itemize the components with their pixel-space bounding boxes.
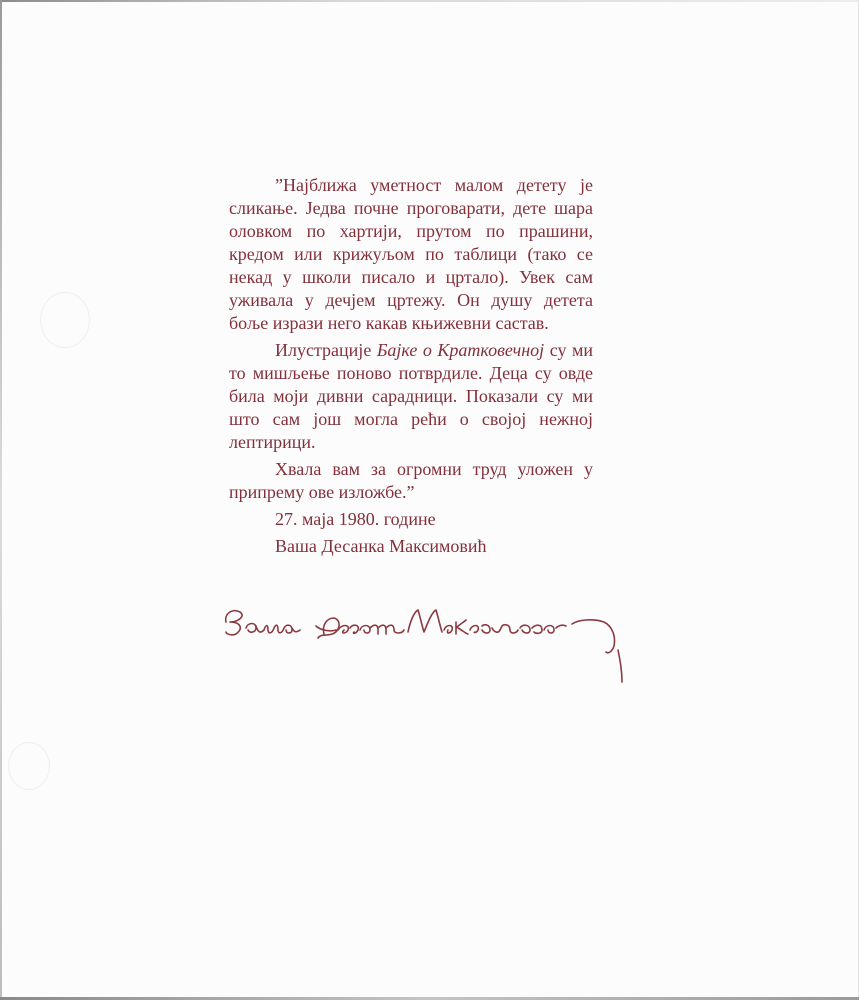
letter-closing: Ваша Десанка Максимовић [275, 536, 487, 556]
letter-date: 27. маја 1980. године [275, 509, 436, 529]
handwritten-signature [220, 596, 640, 688]
page-edge-left [0, 0, 2, 1000]
paragraph-2-start: Илустрације [275, 340, 377, 360]
letter-body [229, 174, 593, 558]
letter-paragraph-3: Хвала вам за огромни труд уложен у припрему ове изложбе.” [229, 459, 593, 502]
page-edge-top [0, 0, 859, 2]
book-title: Бајке о Кратковечној [376, 340, 545, 360]
letter-paragraph-1: ”Најближа уметност малом детету је сликање. Једва почне проговарати, дете шара оловком по хартији, прутом по прашини, кредом или крижуљом по таблици (тако се некад у школи писало и цртало). Увек сам уживала у дечјем цртежу. Он душу детета боље изрази него какав књижевни састав. [229, 175, 593, 333]
letter-paragraph-2 [229, 339, 593, 454]
punch-hole-mark [8, 742, 50, 790]
punch-hole-mark [40, 292, 90, 348]
paragraph-2-end: су ми то мишљење поново потврдиле. Деца су овде била моји дивни сарадници. Показали су ми што сам још могла рећи о својој нежној лептирици. [229, 340, 593, 452]
